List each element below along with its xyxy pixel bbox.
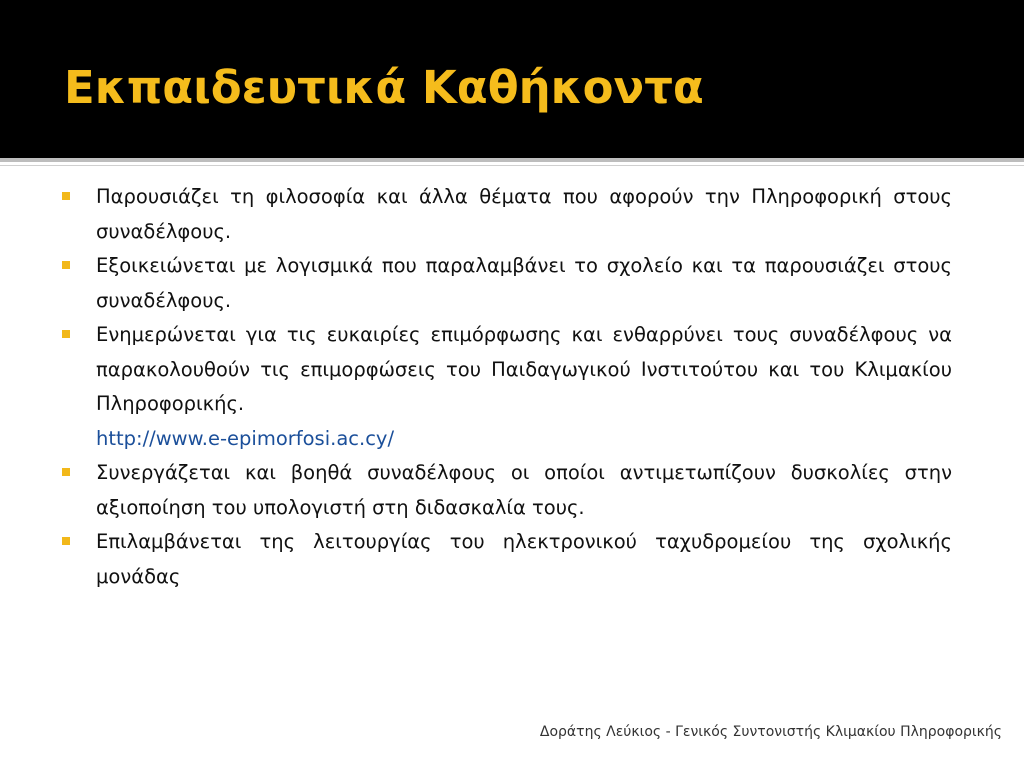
- bullet-item: [62, 456, 952, 525]
- bullet-list: [62, 180, 952, 594]
- title-bar: [0, 0, 1024, 158]
- bullet-item: [62, 180, 952, 249]
- bullet-item: [62, 318, 952, 456]
- bullet-text: Συνεργάζεται και βοηθά συναδέλφους οι οποίοι αντιμετωπίζουν δυσκολίες στην αξιοποίηση του υπολογιστή στη διδασκαλία τους.: [96, 461, 952, 519]
- slide-title: Εκπαιδευτικά Καθήκοντα: [64, 61, 704, 114]
- bullet-text: Εξοικειώνεται με λογισμικά που παραλαμβάνει το σχολείο και τα παρουσιάζει στους συναδέλφους.: [96, 254, 952, 312]
- square-bullet-icon: [62, 468, 70, 476]
- bullet-text: Παρουσιάζει τη φιλοσοφία και άλλα θέματα που αφορούν την Πληροφορική στους συναδέλφους.: [96, 185, 952, 243]
- square-bullet-icon: [62, 537, 70, 545]
- title-divider-thin: [0, 165, 1024, 166]
- square-bullet-icon: [62, 192, 70, 200]
- square-bullet-icon: [62, 261, 70, 269]
- bullet-item: [62, 525, 952, 594]
- epimorfosi-link[interactable]: http://www.e-epimorfosi.ac.cy/: [96, 426, 395, 450]
- bullet-item: [62, 249, 952, 318]
- title-divider: [0, 158, 1024, 162]
- bullet-text: Επιλαμβάνεται της λειτουργίας του ηλεκτρονικού ταχυδρομείου της σχολικής μονάδας: [96, 530, 952, 588]
- slide-footer: Δοράτης Λεύκιος - Γενικός Συντονιστής Κλιμακίου Πληροφορικής: [539, 724, 1002, 740]
- bullet-text: Ενημερώνεται για τις ευκαιρίες επιμόρφωσης και ενθαρρύνει τους συναδέλφους να παρακολουθούν τις επιμορφώσεις του Παιδαγωγικού Ινστιτούτου και του Κλιμακίου Πληροφορικής.: [96, 323, 952, 415]
- square-bullet-icon: [62, 330, 70, 338]
